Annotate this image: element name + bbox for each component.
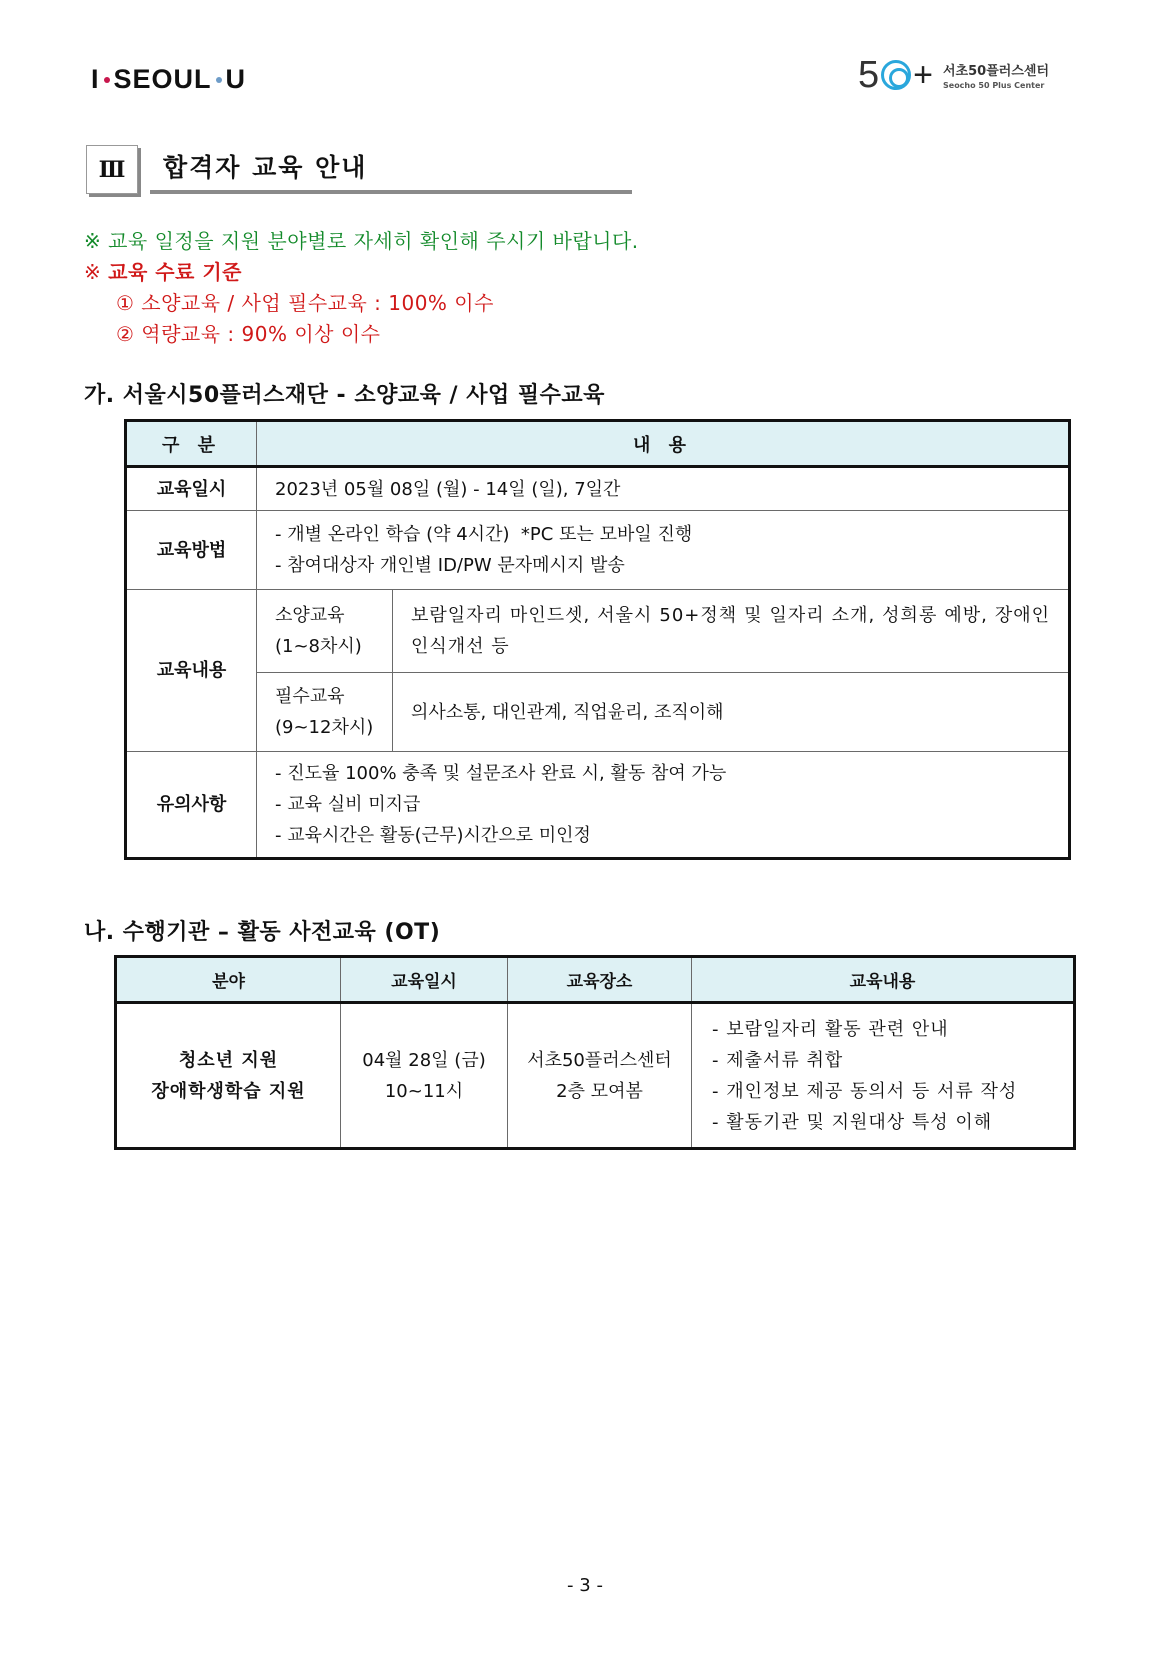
table-row-notes xyxy=(126,752,1070,859)
datetime-date: 04월 28일 (금) xyxy=(362,1049,486,1071)
subcat-basic xyxy=(257,590,393,673)
chapter-underline xyxy=(150,190,632,194)
row-label-method: 교육방법 xyxy=(126,511,257,590)
subcat-required-range: (9~12차시) xyxy=(275,717,374,738)
logo-name-ko: 서초50플러스센터 xyxy=(943,64,1049,79)
logo-mark-plus: + xyxy=(913,56,933,94)
table-header-row xyxy=(116,957,1075,1003)
notes-line-3: - 교육시간은 활동(근무)시간으로 미인정 xyxy=(275,825,591,846)
schedule-notice: ※ 교육 일정을 지원 분야별로 자세히 확인해 주시기 바랍니다. xyxy=(84,229,639,253)
foundation-education-table xyxy=(124,419,1071,860)
section-b-title: 나. 수행기관 – 활동 사전교육 (OT) xyxy=(84,920,441,945)
table-row-method xyxy=(126,511,1070,590)
table-row xyxy=(116,1003,1075,1149)
logo-mark-five: 5 xyxy=(858,54,880,96)
field-line-2: 장애학생학습 지원 xyxy=(151,1080,306,1102)
subcat-basic-detail: 보람일자리 마인드셋, 서울시 50+정책 및 일자리 소개, 성희롱 예방, 장애인 인식개선 등 xyxy=(393,590,1070,673)
i-seoul-u-logo xyxy=(91,64,246,95)
content-line-3: - 개인정보 제공 동의서 등 서류 작성 xyxy=(712,1080,1018,1102)
row-value-date: 2023년 05월 08일 (월) - 14일 (일), 7일간 xyxy=(257,467,1070,511)
row-label-notes: 유의사항 xyxy=(126,752,257,859)
place-line-1: 서초50플러스센터 xyxy=(527,1049,672,1071)
cell-place xyxy=(508,1003,692,1149)
table-row-date xyxy=(126,467,1070,511)
logo-name-en: Seocho 50 Plus Center xyxy=(943,81,1045,90)
content-line-1: - 보람일자리 활동 관련 안내 xyxy=(712,1018,949,1040)
table-row-content-required xyxy=(126,673,1070,752)
method-line-2: - 참여대상자 개인별 ID/PW 문자메시지 발송 xyxy=(275,555,625,576)
chapter-title: 합격자 교육 안내 xyxy=(163,153,368,182)
seocho-50-plus-logo xyxy=(858,56,1049,94)
logo-ring-icon xyxy=(881,60,911,90)
subcat-required-detail: 의사소통, 대인관계, 직업윤리, 조직이해 xyxy=(393,673,1070,752)
notes-line-2: - 교육 실비 미지급 xyxy=(275,794,421,815)
table-header-row xyxy=(126,421,1070,467)
header-place: 교육장소 xyxy=(508,957,692,1003)
logo-dot-red xyxy=(104,77,110,83)
notes-line-1: - 진도율 100% 충족 및 설문조사 완료 시, 활동 참여 가능 xyxy=(275,763,727,784)
logo-letter-i: I xyxy=(91,64,100,94)
page-number: - 3 - xyxy=(567,1575,603,1596)
orientation-table xyxy=(114,955,1076,1150)
subcat-basic-range: (1~8차시) xyxy=(275,636,362,657)
content-line-2: - 제출서류 취합 xyxy=(712,1049,844,1071)
header-content: 내 용 xyxy=(257,421,1070,467)
header-datetime: 교육일시 xyxy=(341,957,508,1003)
logo-dot-blue xyxy=(216,77,222,83)
row-label-date: 교육일시 xyxy=(126,467,257,511)
section-a-title: 가. 서울시50플러스재단 - 소양교육 / 사업 필수교육 xyxy=(84,383,605,408)
cell-datetime xyxy=(341,1003,508,1149)
criteria-item-1: ① 소양교육 / 사업 필수교육 : 100% 이수 xyxy=(116,291,494,315)
row-label-content: 교육내용 xyxy=(126,590,257,752)
place-line-2: 2층 모여봄 xyxy=(556,1080,643,1102)
logo-letter-u: U xyxy=(225,64,247,94)
cell-field xyxy=(116,1003,341,1149)
content-line-4: - 활동기관 및 지원대상 특성 이해 xyxy=(712,1111,993,1133)
chapter-number-box: Ⅲ xyxy=(86,145,138,194)
header-field: 분야 xyxy=(116,957,341,1003)
subcat-required xyxy=(257,673,393,752)
subcat-required-name: 필수교육 xyxy=(275,686,345,707)
criteria-item-2: ② 역량교육 : 90% 이상 이수 xyxy=(116,322,381,346)
logo-word-seoul: SEOUL xyxy=(113,64,212,94)
header-category: 구 분 xyxy=(126,421,257,467)
subcat-basic-name: 소양교육 xyxy=(275,605,345,626)
method-line-1: - 개별 온라인 학습 (약 4시간) *PC 또는 모바일 진행 xyxy=(275,524,693,545)
table-row-content-basic xyxy=(126,590,1070,673)
header-content: 교육내용 xyxy=(692,957,1075,1003)
field-line-1: 청소년 지원 xyxy=(178,1049,279,1071)
completion-criteria-heading xyxy=(84,256,242,285)
completion-criteria-label: 교육 수료 기준 xyxy=(108,260,242,284)
datetime-time: 10~11시 xyxy=(384,1080,464,1102)
reference-mark: ※ xyxy=(84,260,102,284)
row-value-notes xyxy=(257,752,1070,859)
row-value-method xyxy=(257,511,1070,590)
cell-content xyxy=(692,1003,1075,1149)
logo-text xyxy=(943,60,1049,90)
